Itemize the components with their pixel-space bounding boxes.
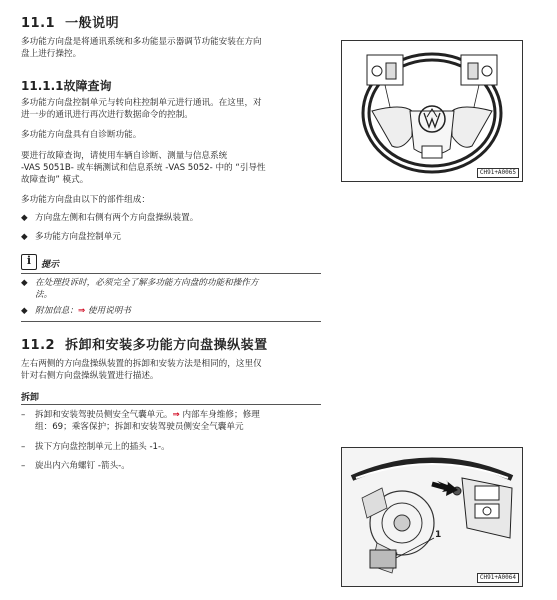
s1111-paragraph-4: 多功能方向盘由以下的部件组成： bbox=[21, 195, 150, 205]
bullet-marker: ◆ bbox=[21, 306, 28, 316]
hint-divider-top bbox=[21, 273, 321, 274]
step-2: – 拔下方向盘控制单元上的插头 -1-。 bbox=[21, 442, 170, 452]
step-dash: – bbox=[21, 442, 26, 452]
step-3: – 旋出内六角螺钉 -箭头-。 bbox=[21, 461, 130, 471]
s1111-bullet-1: ◆ 方向盘左侧和右侧有两个方向盘操纵装置。 bbox=[21, 213, 199, 223]
figure-steering-wheel-detail bbox=[341, 447, 523, 587]
bullet-marker: ◆ bbox=[21, 213, 28, 223]
bullet-marker: ◆ bbox=[21, 232, 28, 242]
hint-item-1: ◆ 在处理投诉时，必须完全了解多功能方向盘的功能和操作方 法。 bbox=[21, 278, 259, 300]
bullet-marker: ◆ bbox=[21, 278, 28, 288]
s1111-paragraph-3: 要进行故障查询，请使用车辆自诊断、测量与信息系统 -VAS 5051B- 或车辆测试和信息系统 -VAS 5052- 中的 “引导性 故障查询” 模式。 bbox=[21, 151, 266, 185]
section-title: 一般说明 bbox=[65, 16, 120, 31]
figure-code-label: CH91+A0065 bbox=[477, 168, 519, 178]
section-11-1-heading bbox=[21, 12, 119, 31]
info-icon: i bbox=[21, 254, 37, 270]
hint-item-2: ◆ 附加信息：⇒ 使用说明书 bbox=[21, 306, 131, 316]
s1111-paragraph-2: 多功能方向盘具有自诊断功能。 bbox=[21, 130, 142, 140]
s112-paragraph: 左右两侧的方向盘操纵装置的拆卸和安装方法是相同的，这里仅 针对右侧方向盘操纵装置进行描述。 bbox=[21, 359, 262, 381]
s1111-bullet-2: ◆ 多功能方向盘控制单元 bbox=[21, 232, 121, 242]
figure-steering-wheel-front bbox=[341, 40, 523, 182]
hint-divider-bottom bbox=[21, 321, 321, 322]
link-arrow-icon[interactable]: ⇒ bbox=[172, 410, 180, 420]
hint-label: 提示 bbox=[41, 260, 60, 270]
section-number: 11.1 bbox=[21, 16, 56, 31]
step-dash: – bbox=[21, 410, 26, 420]
s111-paragraph: 多功能方向盘是将通讯系统和多功能显示器调节功能安装在方向 盘上进行操控。 bbox=[21, 37, 262, 59]
step-1: – 拆卸和安装驾驶员侧安全气囊单元。⇒ 内部车身维修；修理 组：69；乘客保护；拆卸和安装驾驶员侧安全气囊单元 bbox=[21, 410, 260, 432]
body-repair-link[interactable]: 内部车身维修；修理 bbox=[179, 410, 260, 420]
steering-wheel-illustration bbox=[342, 41, 522, 181]
owner-manual-link[interactable]: 使用说明书 bbox=[85, 306, 131, 316]
steering-wheel-detail-illustration bbox=[342, 448, 522, 586]
s1111-paragraph-1: 多功能方向盘控制单元与转向柱控制单元进行通讯。在这里，对 进一步的通讯进行再次进行数据命令的控制。 bbox=[21, 98, 262, 120]
steps-divider bbox=[21, 404, 321, 405]
step-dash: – bbox=[21, 461, 26, 471]
link-arrow-icon[interactable]: ⇒ bbox=[77, 306, 86, 316]
callout-number: 1 bbox=[435, 530, 442, 540]
section-11-1-1-heading: 11.1.1故障查询 bbox=[21, 79, 112, 93]
section-11-2-heading: 11.2 拆卸和安装多功能方向盘操纵装置 bbox=[21, 338, 268, 353]
remove-heading: 拆卸 bbox=[21, 393, 40, 403]
figure-code-label: CH91+A0064 bbox=[477, 573, 519, 583]
